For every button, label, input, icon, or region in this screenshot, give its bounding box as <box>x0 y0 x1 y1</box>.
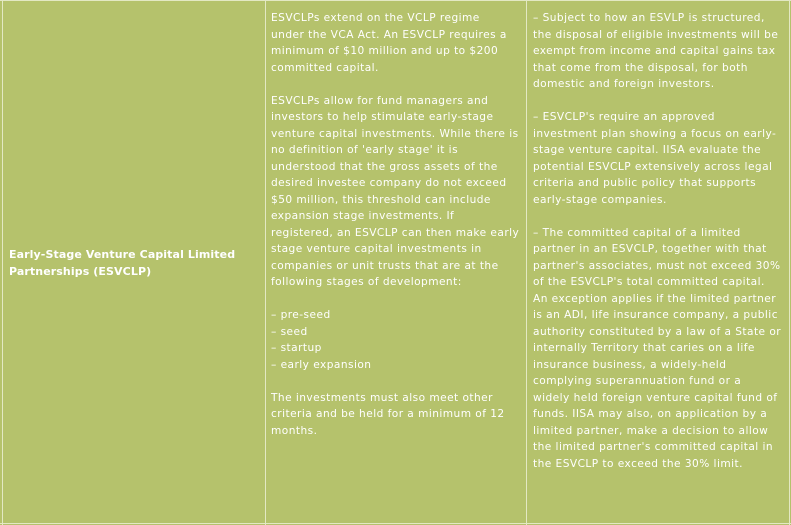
description-line: The investments must also meet other <box>271 391 493 404</box>
column-divider <box>789 0 790 525</box>
description-line: months. <box>271 424 318 437</box>
paragraph <box>533 225 781 473</box>
paragraph-spacer <box>271 373 519 390</box>
tax-benefit-line: authority constituted by a law of a State or <box>533 325 782 338</box>
tax-benefit-line: widely held foreign venture capital fund of <box>533 391 778 404</box>
description-line: stage venture capital investments in <box>271 243 482 255</box>
description-text <box>271 10 519 439</box>
description-line: ESVCLPs extend on the VCLP regime <box>271 12 480 24</box>
description-line: no definition of 'early stage' it is <box>271 144 459 156</box>
tax-benefit-line: partner in an ESVCLP, together with that <box>533 243 767 255</box>
paragraph <box>271 307 519 373</box>
description-cell <box>266 0 526 525</box>
description-line: committed capital. <box>271 61 379 74</box>
description-line: minimum of $10 million and up to $200 <box>271 45 499 57</box>
tax-benefit-line: An exception applies if the limited partner <box>533 292 777 305</box>
paragraph <box>533 109 781 208</box>
paragraph-spacer <box>533 93 781 110</box>
row-heading-cell <box>3 0 265 525</box>
tax-benefit-line: is an ADI, life insurance company, a public <box>533 309 778 321</box>
description-line: – pre-seed <box>271 309 331 321</box>
description-line: criteria and be held for a minimum of 12 <box>271 408 505 420</box>
tax-benefit-line: complying superannuation fund or a <box>533 375 742 387</box>
tax-benefit-line: that come from the disposal, for both <box>533 61 748 74</box>
tax-benefit-line: investment plan showing a focus on early- <box>533 127 777 140</box>
description-line: venture capital investments. While there is <box>271 127 519 140</box>
description-line: registered, an ESVCLP can then make early <box>271 226 520 239</box>
tax-benefits-cell <box>527 0 789 525</box>
tax-benefit-line: of the ESVCLP's total committed capital. <box>533 276 765 288</box>
paragraph-spacer <box>533 208 781 225</box>
description-line: ESVCLPs allow for fund managers and <box>271 94 489 107</box>
paragraph-spacer <box>271 291 519 308</box>
tax-benefit-line: the limited partner's committed capital in <box>533 441 774 453</box>
description-line: companies or unit trusts that are at the <box>271 259 499 272</box>
tax-benefit-line: – Subject to how an ESVLP is structured, <box>533 12 765 24</box>
description-line: – early expansion <box>271 358 372 371</box>
paragraph <box>271 10 519 76</box>
description-line: – startup <box>271 342 322 354</box>
tax-benefit-line: – The committed capital of a limited <box>533 226 741 239</box>
description-line: following stages of development: <box>271 276 462 288</box>
description-line: understood that the gross assets of the <box>271 160 498 173</box>
row-heading-line: Partnerships (ESVCLP) <box>9 264 152 278</box>
row-heading <box>9 247 259 280</box>
row-heading-line: Early-Stage Venture Capital Limited <box>9 248 236 261</box>
tax-benefits-text <box>533 10 781 472</box>
tax-benefit-line: stage venture capital. IISA evaluate the <box>533 144 762 156</box>
tax-benefit-line: the ESVCLP to exceed the 30% limit. <box>533 457 743 470</box>
tax-benefit-line: funds. IISA may also, on application by a <box>533 408 768 420</box>
description-line: under the VCA Act. An ESVCLP requires a <box>271 28 507 41</box>
tax-benefit-line: the disposal of eligible investments will be <box>533 28 779 41</box>
tax-benefit-line: early-stage companies. <box>533 193 667 206</box>
description-line: desired investee company do not exceed <box>271 177 507 189</box>
paragraph <box>271 390 519 440</box>
tax-benefit-line: exempt from income and capital gains tax <box>533 45 776 57</box>
tax-benefit-line: partner's associates, must not exceed 30% <box>533 259 781 272</box>
tax-benefit-line: – ESVCLP's require an approved <box>533 111 715 123</box>
description-line: expansion stage investments. If <box>271 210 455 222</box>
paragraph-spacer <box>271 76 519 93</box>
paragraph <box>533 10 781 93</box>
description-line: – seed <box>271 325 308 338</box>
tax-benefit-line: limited partner, make a decision to allow <box>533 424 769 437</box>
paragraph <box>271 93 519 291</box>
tax-benefit-line: insurance business, a widely-held <box>533 358 727 371</box>
tax-benefit-line: domestic and foreign investors. <box>533 78 715 90</box>
description-line: investors to help stimulate early-stage <box>271 111 494 123</box>
tax-benefit-line: internally Territory that caries on a life <box>533 342 755 354</box>
tax-benefit-line: criteria and public policy that supports <box>533 177 757 189</box>
description-line: $50 million, this threshold can include <box>271 193 491 206</box>
tax-benefit-line: potential ESVCLP extensively across legal <box>533 160 773 173</box>
